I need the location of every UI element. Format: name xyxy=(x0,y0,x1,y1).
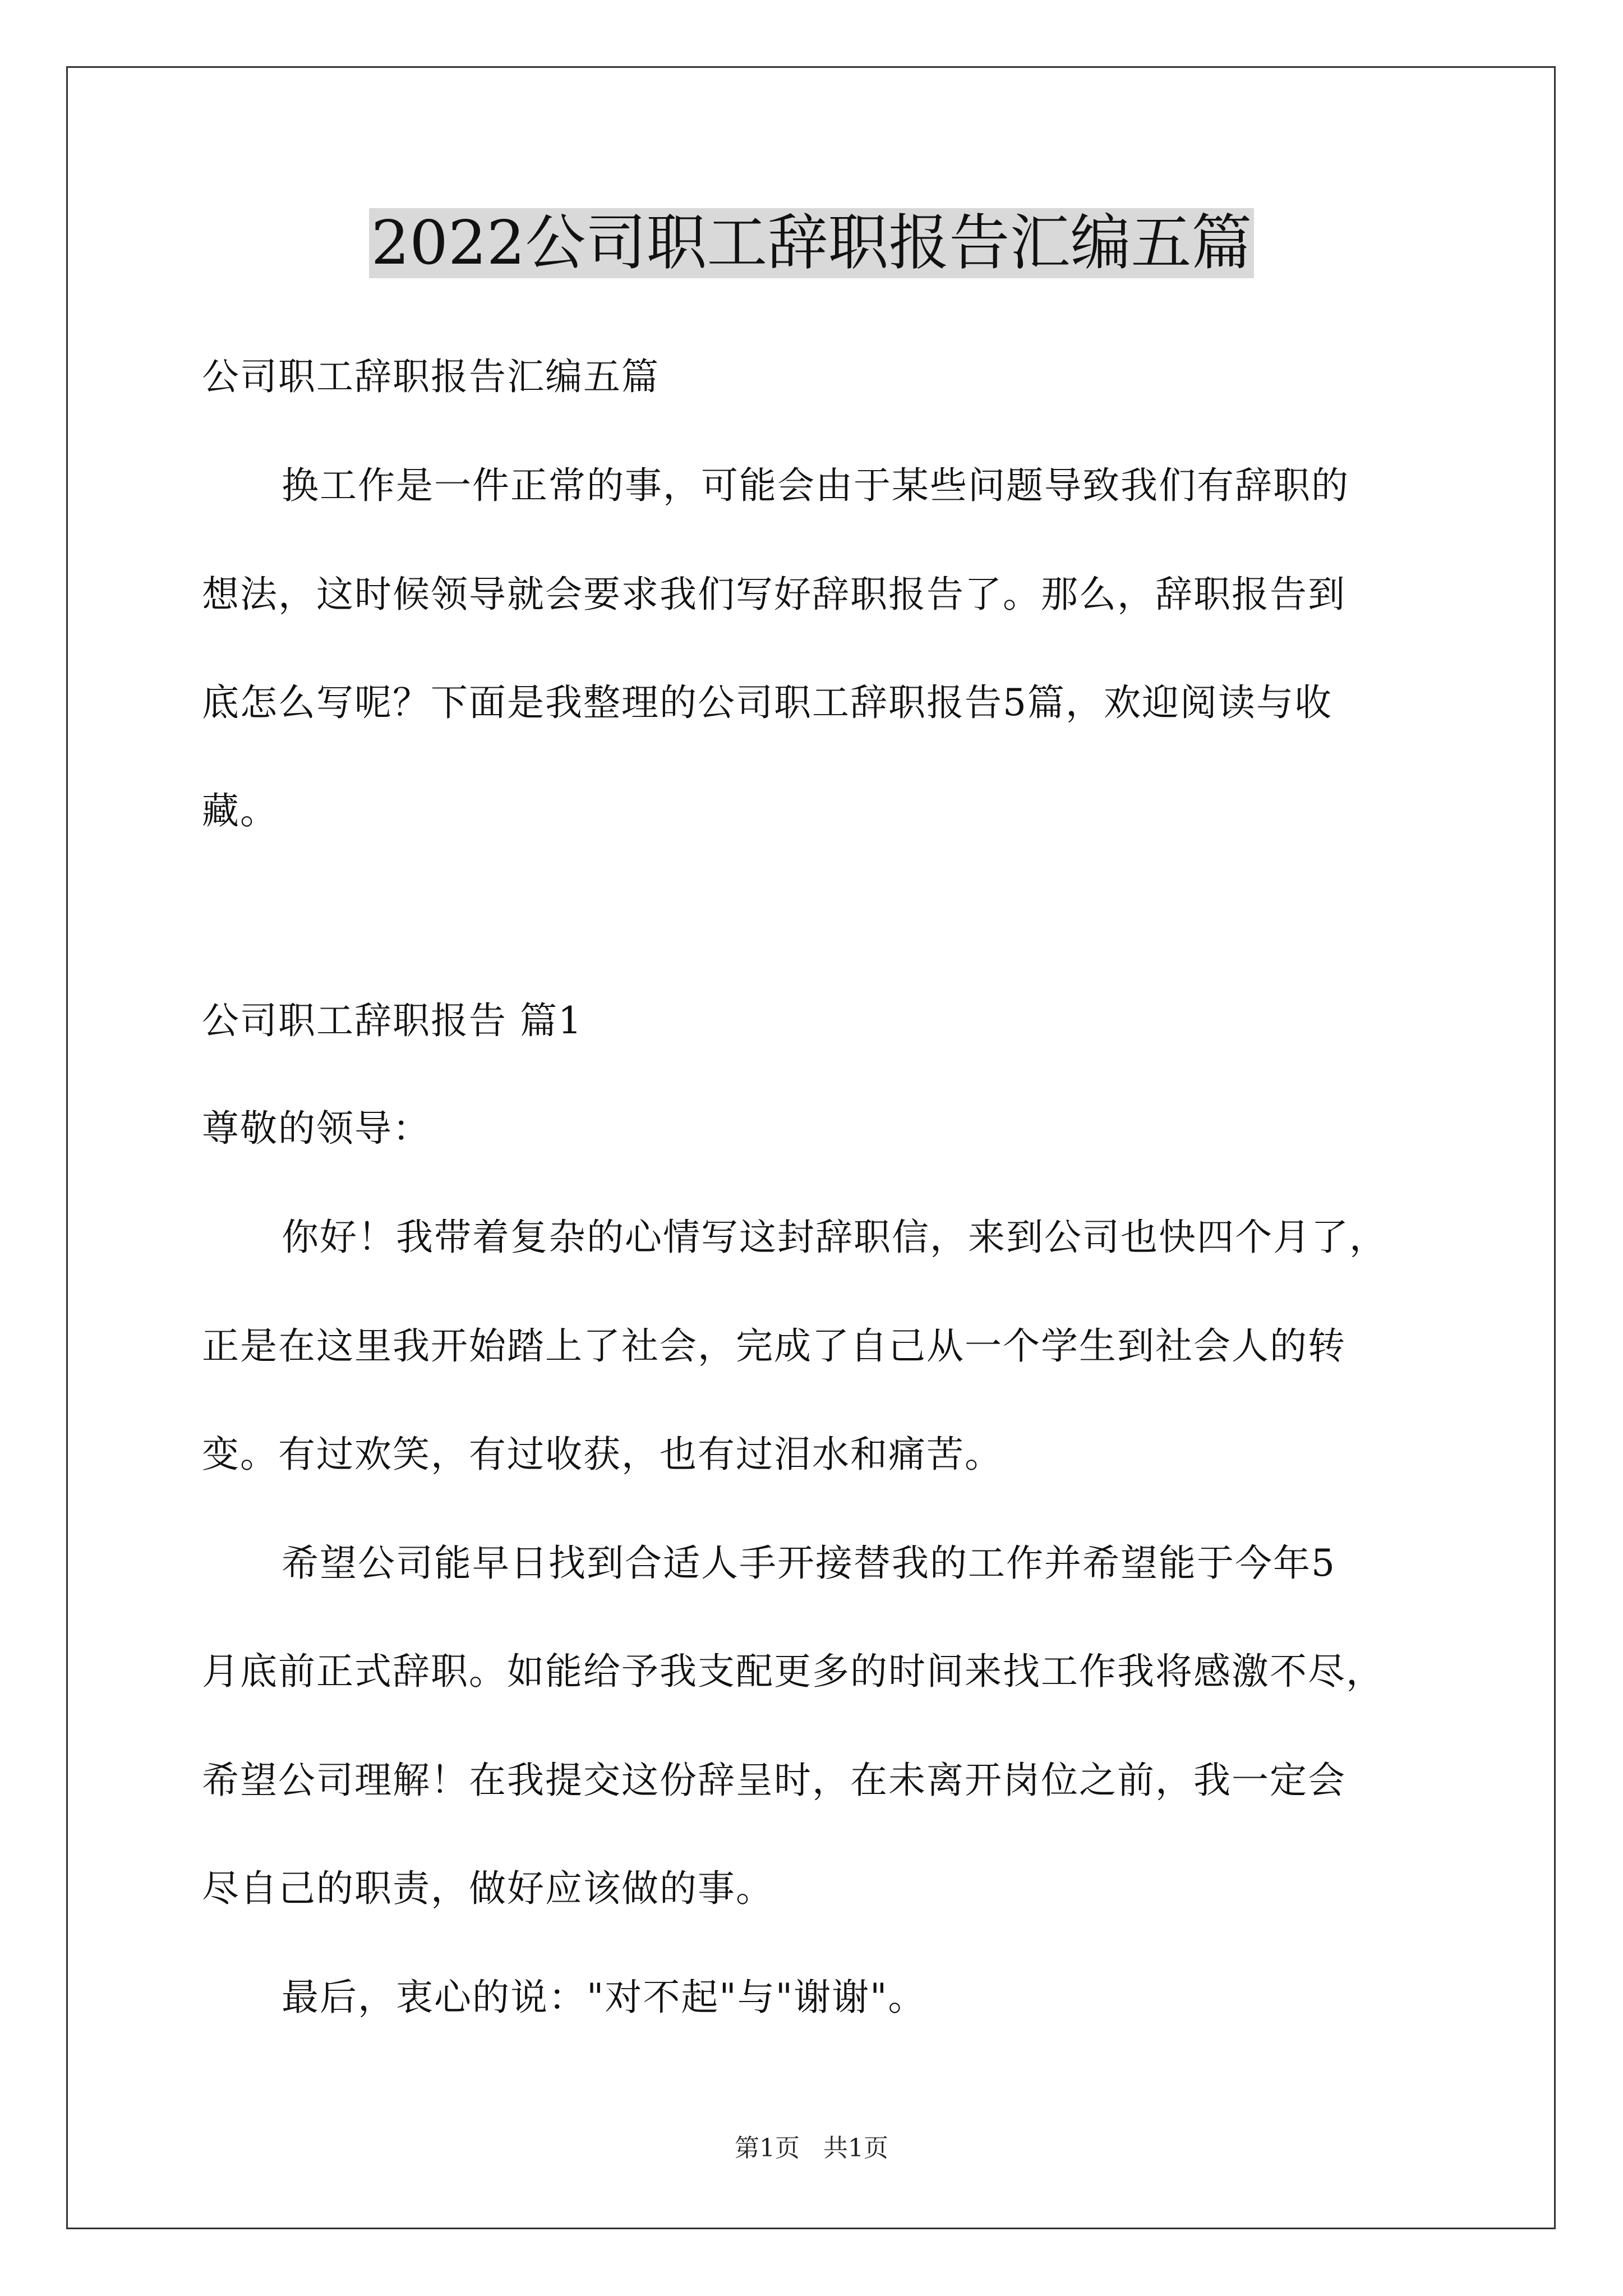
subtitle-line: 公司职工辞职报告汇编五篇 xyxy=(202,355,660,398)
paragraph-line: 月底前正式辞职。如能给予我支配更多的时间来找工作我将感激不尽， xyxy=(202,1650,1384,1693)
paragraph-line: 你好！我带着复杂的心情写这封辞职信，来到公司也快四个月了， xyxy=(282,1216,1387,1259)
document-title-text: 2022公司职工辞职报告汇编五篇 xyxy=(369,208,1255,278)
document-title xyxy=(0,205,1623,282)
paragraph-line: 藏。 xyxy=(202,789,278,832)
paragraph-line: 希望公司能早日找到合适人手开接替我的工作并希望能于今年5 xyxy=(282,1542,1336,1585)
paragraph-line: 最后，衷心的说："对不起"与"谢谢"。 xyxy=(282,1976,926,2019)
paragraph-line: 尽自己的职责，做好应该做的事。 xyxy=(202,1867,774,1910)
page-number-total: 共1页 xyxy=(823,2134,888,2162)
paragraph-line: 希望公司理解！在我提交这份辞呈时，在未离开岗位之前，我一定会 xyxy=(202,1759,1346,1802)
section-heading: 公司职工辞职报告 篇1 xyxy=(202,999,583,1042)
paragraph-line: 正是在这里我开始踏上了社会，完成了自己从一个学生到社会人的转 xyxy=(202,1324,1346,1368)
paragraph-line: 想法，这时候领导就会要求我们写好辞职报告了。那么，辞职报告到 xyxy=(202,573,1346,616)
paragraph-line: 换工作是一件正常的事，可能会由于某些问题导致我们有辞职的 xyxy=(282,464,1349,507)
page-number-current: 第1页 xyxy=(735,2134,800,2162)
page-footer xyxy=(0,2132,1623,2165)
paragraph-line: 底怎么写呢？下面是我整理的公司职工辞职报告5篇，欢迎阅读与收 xyxy=(202,681,1332,724)
salutation-line: 尊敬的领导： xyxy=(202,1107,431,1150)
paragraph-line: 变。有过欢笑，有过收获，也有过泪水和痛苦。 xyxy=(202,1433,1003,1476)
